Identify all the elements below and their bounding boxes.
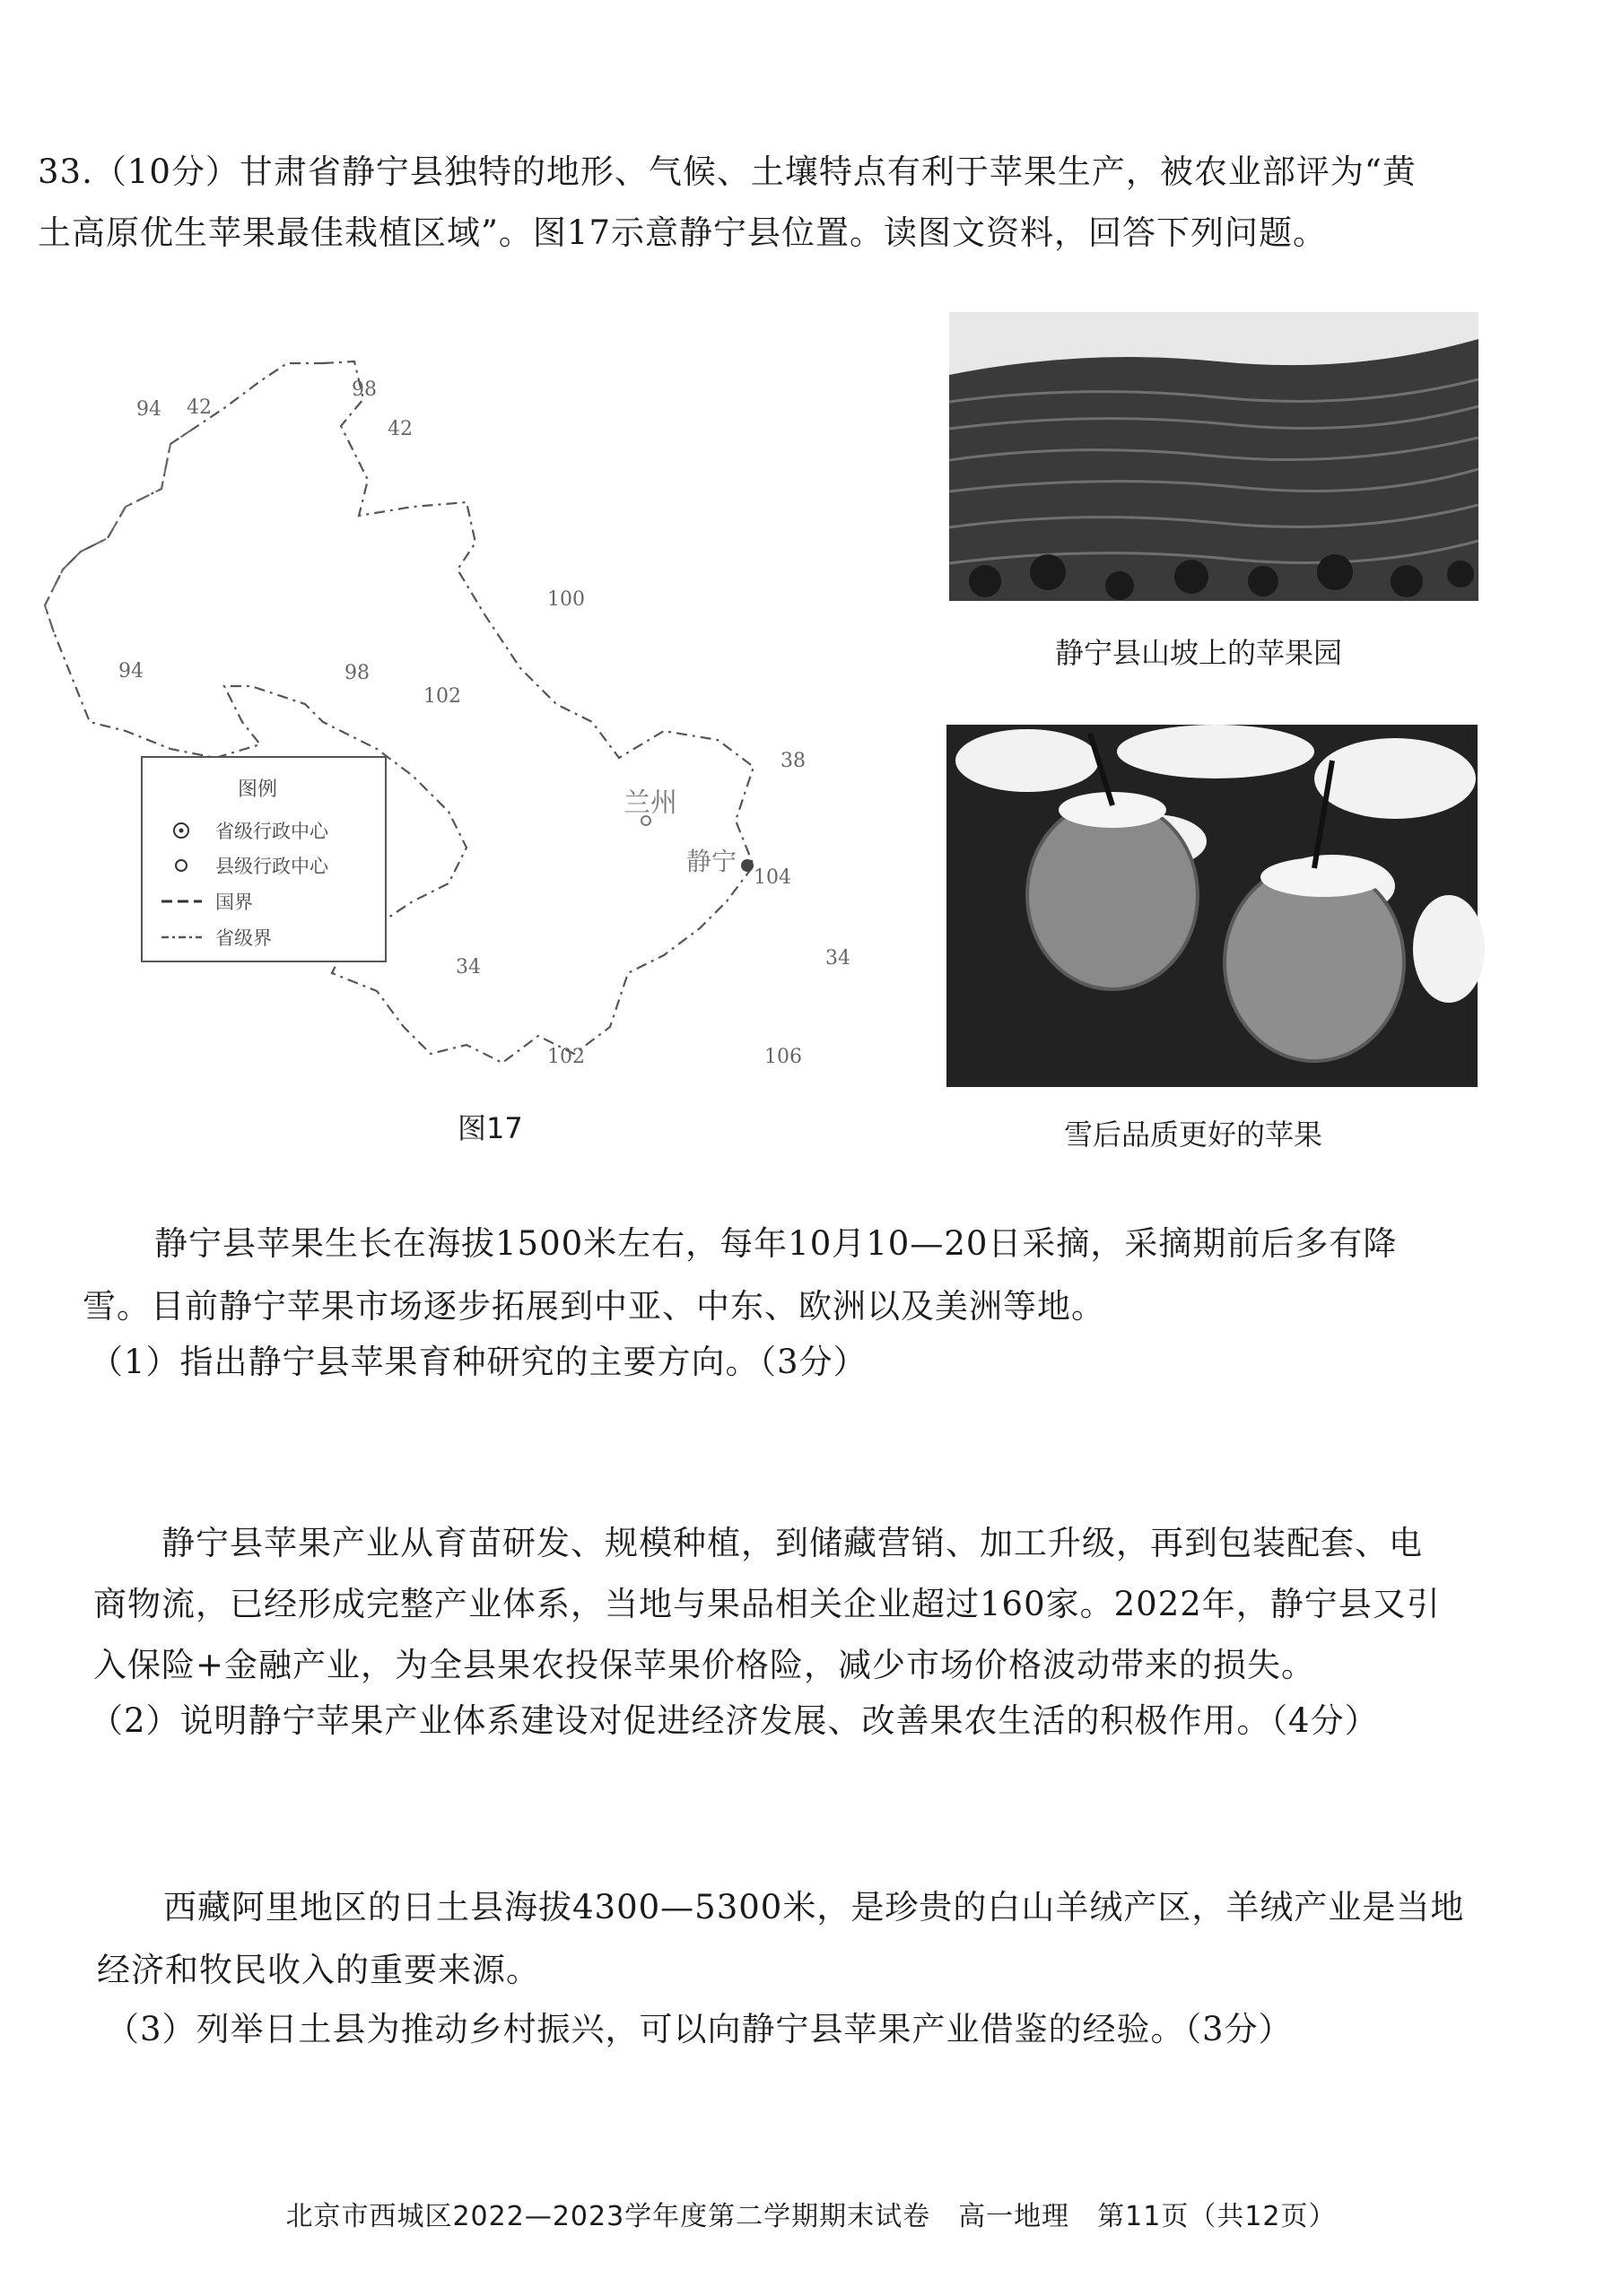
material-2 — [83, 1513, 1441, 1696]
map-label-lon102-mid: 102 — [423, 685, 461, 708]
question-intro-line-2: 土高原优生苹果最佳栽植区域”。图17示意静宁县位置。读图文资料，回答下列问题。 — [38, 213, 1327, 252]
map-label-lon100-right: 100 — [547, 588, 585, 611]
material-3-line-2: 经济和牧民收入的重要来源。 — [97, 1951, 540, 1989]
map-label-lon106-bottom: 106 — [764, 1046, 802, 1068]
legend-title: 图例 — [238, 778, 278, 801]
apples-in-snow-photo — [946, 725, 1478, 1087]
map-label-lat34-left: 34 — [456, 956, 481, 978]
jingning-county-center-marker — [741, 859, 754, 872]
question-intro-line-1: 33.（10分）甘肃省静宁县独特的地形、气候、土壤特点有利于苹果生产，被农业部评为“黄 — [38, 152, 1417, 191]
national-border-line — [45, 426, 197, 632]
question-1: （1）指出静宁县苹果育种研究的主要方向。（3分） — [90, 1343, 868, 1381]
legend-item-provincial-border: 省级界 — [215, 927, 272, 949]
figure-17-caption: 图17 — [458, 1111, 523, 1145]
map-label-lat34-right: 34 — [825, 947, 850, 970]
page-footer: 北京市西城区2022—2023学年度第二学期期末试卷 高一地理 第11页（共12页） — [285, 2201, 1337, 2232]
material-3-line-1: 西藏阿里地区的日土县海拔4300—5300米，是珍贵的白山羊绒产区，羊绒产业是当地 — [163, 1888, 1465, 1926]
material-2-line-3: 入保险+金融产业，为全县果农投保苹果价格险，减少市场价格波动带来的损失。 — [93, 1646, 1315, 1684]
map-label-lon102-bottom: 102 — [547, 1046, 585, 1068]
material-3 — [83, 1876, 1464, 2002]
material-1-line-1: 静宁县苹果生长在海拔1500米左右，每年10月10—20日采摘，采摘期前后多有降 — [154, 1224, 1398, 1263]
material-2-line-1: 静宁县苹果产业从育苗研发、规模种植，到储藏营销、加工升级，再到包装配套、电 — [161, 1524, 1423, 1562]
gansu-map-svg — [36, 345, 850, 1090]
material-1 — [83, 1213, 1397, 1338]
question-3: （3）列举日土县为推动乡村振兴，可以向静宁县苹果产业借鉴的经验。（3分） — [106, 2010, 1293, 2048]
map-legend — [142, 757, 386, 961]
map-label-lon98-top: 98 — [352, 378, 377, 401]
map-label-lon94-top: 94 — [136, 398, 161, 421]
legend-item-provincial-center: 省级行政中心 — [215, 821, 328, 842]
map-label-lon94-bottom: 94 — [118, 660, 144, 683]
question-intro — [38, 142, 1417, 264]
map-label-lon98-bottom: 98 — [344, 662, 370, 684]
map-label-lat42-right: 42 — [388, 418, 413, 440]
map-label-lon104-right: 104 — [754, 866, 791, 889]
legend-item-county-center: 县级行政中心 — [215, 856, 328, 877]
figure-17-map — [36, 345, 850, 1090]
orchard-photo-caption: 静宁县山坡上的苹果园 — [1055, 636, 1343, 670]
map-label-lat38-right: 38 — [780, 750, 806, 772]
map-label-jingning: 静宁 — [686, 847, 737, 876]
material-2-line-2: 商物流，已经形成完整产业体系，当地与果品相关企业超过160家。2022年，静宁县又引 — [93, 1585, 1441, 1623]
apple-photo-caption: 雪后品质更好的苹果 — [1064, 1118, 1323, 1152]
map-label-lat42-left: 42 — [187, 396, 212, 419]
material-1-line-2: 雪。目前静宁苹果市场逐步拓展到中亚、中东、欧洲以及美洲等地。 — [83, 1287, 1105, 1326]
map-label-lanzhou: 兰州 — [624, 787, 677, 819]
legend-item-national-border: 国界 — [215, 891, 253, 913]
orchard-photo — [949, 312, 1478, 601]
question-2: （2）说明静宁苹果产业体系建设对促进经济发展、改善果农生活的积极作用。（4分） — [90, 1701, 1379, 1740]
